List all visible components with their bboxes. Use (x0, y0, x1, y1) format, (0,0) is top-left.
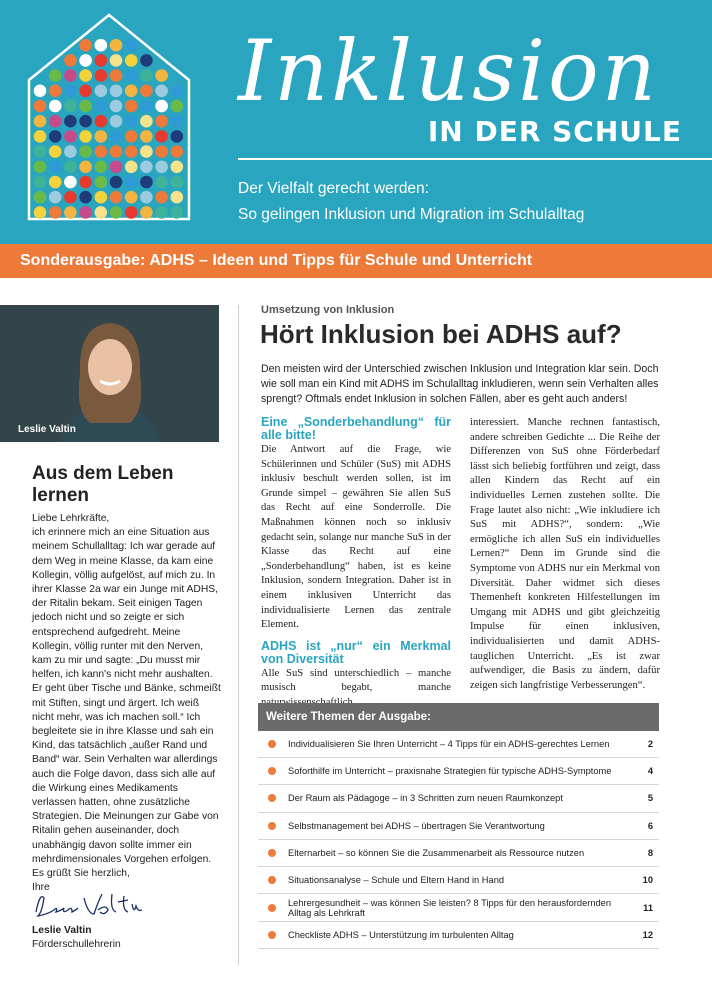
topic-page-number: 8 (647, 847, 653, 858)
bullet-dot-icon (268, 931, 276, 939)
tagline-line-2: So gelingen Inklusion und Migration im Schulalltag (238, 206, 585, 223)
letter-salutation: Liebe Lehrkräfte, (32, 513, 110, 524)
article-lead: Den meisten wird der Unterschied zwischen Inklusion und Integration klar sein. Doch wie soll man ein Kind mit ADHS im Schulalltag inkludieren, wenn sein Verhalten alles sprengt? Oftmals endet Inklusion in solchen Fällen, aber es geht auch anders! (261, 363, 659, 405)
topic-row (258, 894, 659, 922)
topic-title: Selbstmanagement bei ADHS – übertragen Sie Verantwortung (288, 820, 545, 831)
article-kicker: Umsetzung von Inklusion (261, 304, 395, 316)
topic-page-number: 2 (647, 739, 653, 750)
section-body-2: Alle SuS sind unterschiedlich – manche musisch begabt, manche (261, 667, 451, 694)
letter-body: ich erinnere mich an eine Situation aus meinem Schullalltag: Ich war gerade auf dem Weg in meine Klasse, da kam eine Kollegin, völlig aufgelöst, auf mich zu. In ihrer Klasse 2a war ein Junge mit ADHS, der Ritalin bekam. Seit einigen Tagen jedoch nicht und so zeigte er sich entsprechend aufgedreht. Meine Kollegin, völlig runter mit den Nerven, kam zu mir und sagte: „Du musst mir helfen, ich kann's nicht mehr aushalten. Er geht über Tische und Bänke, schmeißt mit Stiften, singt und ärgert. Ich weiß nicht mehr, was ich machen soll.“ Ich begleitete sie in ihre Klasse und sah ein Kind, das tatsächlich „außer Rand und Band“ war. Sein Verhalten war allerdings auch die Folge davon, dass sich alle auf die Wirkung eines Medikaments verlassen hatten, ohne zusätzliche Strategien. Die Meinungen zur Gabe von Ritalin gehen auseinander, doch unabhängig davon sollte immer ein mehrdimensionales Vorgehen erfolgen. (32, 527, 221, 865)
topic-page-number: 10 (642, 875, 653, 886)
house-dots-logo (26, 12, 192, 222)
header-divider (238, 158, 712, 160)
topic-row (258, 731, 659, 758)
topic-page-number: 4 (647, 766, 653, 777)
editorial-heading: Aus dem Leben lernen (32, 463, 174, 506)
topics-box (258, 703, 659, 949)
bullet-dot-icon (268, 794, 276, 802)
topic-page-number: 12 (642, 930, 653, 941)
bullet-dot-icon (268, 904, 276, 912)
section-body-1: Die Antwort auf die Frage, wie Schülerinnen und Schüler (SuS) mit ADHS inklusiv beschult werden sollen, ist im Grunde simpel – gewähren Sie allen SuS das Recht auf eine Sonderrolle. Die Maßnahmen können noch so inklusiv gedacht sein, solange nur manche SuS in der Klasse das Recht auf eine „Sonderbehandlung“ haben, ist es keine Inklusion, sondern Integration. Daher ist in einem inklusiven Unterricht das individualisierte Lernen das zentrale Element. (261, 444, 451, 631)
portrait-illustration (0, 305, 219, 442)
special-edition-bar (0, 244, 712, 278)
bullet-dot-icon (268, 876, 276, 884)
editorial-letter (32, 512, 222, 895)
topic-row (258, 840, 659, 867)
letter-closing: Es grüßt Sie herzlich, (32, 868, 130, 880)
topic-row (258, 785, 659, 812)
handwritten-signature (32, 888, 152, 922)
tagline (238, 176, 584, 228)
bullet-dot-icon (268, 822, 276, 830)
tagline-line-1: Der Vielfalt gerecht werden: (238, 180, 429, 197)
section-heading-2: ADHS ist „nur“ ein Merkmal von Diversität (261, 638, 451, 666)
letter-closing-ihre: Ihre (32, 882, 50, 894)
magazine-title: Inklusion (238, 22, 659, 120)
topic-page-number: 5 (647, 793, 653, 804)
topics-heading: Weitere Themen der Ausgabe: (258, 703, 659, 731)
photo-caption: Leslie Valtin (18, 424, 76, 435)
topic-title: Soforthilfe im Unterricht – praxisnahe Strategien für typische ADHS-Symptome (288, 766, 612, 777)
topic-page-number: 11 (643, 902, 653, 913)
bullet-dot-icon (268, 740, 276, 748)
magazine-subtitle: IN DER SCHULE (427, 115, 682, 148)
bullet-dot-icon (268, 767, 276, 775)
article-column-1 (261, 416, 451, 711)
topic-title: Der Raum als Pädagoge – in 3 Schritten zum neuen Raumkonzept (288, 793, 563, 804)
author-name: Leslie Valtin (32, 925, 92, 936)
article-title: Hört Inklusion bei ADHS auf? (260, 319, 622, 349)
topic-title: Individualisieren Sie Ihren Unterricht – 4 Tipps für ein ADHS-gerechtes Lernen (288, 739, 610, 750)
topic-title: Checkliste ADHS – Unterstützung im turbulenten Alltag (288, 930, 514, 941)
author-role: Förderschullehrerin (32, 939, 121, 950)
topic-row (258, 758, 659, 785)
topic-title: Elternarbeit – so können Sie die Zusammenarbeit als Ressource nutzen (288, 847, 585, 858)
topic-row (258, 813, 659, 840)
topic-title: Lehrergesundheit – was können Sie leisten? 8 Tipps für den herausfordernden Alltag als Lehrkraft (288, 897, 612, 918)
topic-row (258, 867, 659, 894)
masthead (0, 0, 712, 244)
column-2-body: interessiert. Manche rechnen fantastisch, andere schreiben Gedichte ... Die Reihe der Differenzen von SuS ohne Förderbedarf lässt sich beliebig fortführen und zeigt, dass allen Kindern das Recht auf ein individuelles Lernen zustehen sollte. Die Frage lautet also nicht: „Wie inkludiere ich SuS mit ADHS?“, sondern: „Wie ermögliche ich allen SuS ein individuelles Lernen?“ Denn im Grunde sind die Symptome von ADHS nur ein Merkmal von Diversität. Daher widmet sich dieses Themenheft konkreten Hilfestellungen im Umgang mit ADHS und gibt gleichzeitig Impulse für einen inklusiven, individualisierten und damit ADHS-tauglichen Unterricht. „Es ist zwar aufwendiger, die Basis zu ändern, dafür zeigen sich langfristige Verbesserungen“. (470, 417, 660, 691)
bullet-dot-icon (268, 849, 276, 857)
author-photo (0, 305, 219, 442)
column-divider (238, 305, 239, 965)
topics-list (258, 731, 659, 949)
topic-title: Situationsanalyse – Schule und Eltern Hand in Hand (288, 875, 505, 886)
special-edition-text: Sonderausgabe: ADHS – Ideen und Tipps für Schule und Unterricht (20, 252, 533, 269)
article-column-2 (470, 416, 660, 693)
topic-row (258, 922, 659, 949)
section-heading-1: Eine „Sonderbehandlung“ für alle bitte! (261, 415, 451, 442)
topic-page-number: 6 (647, 820, 653, 831)
